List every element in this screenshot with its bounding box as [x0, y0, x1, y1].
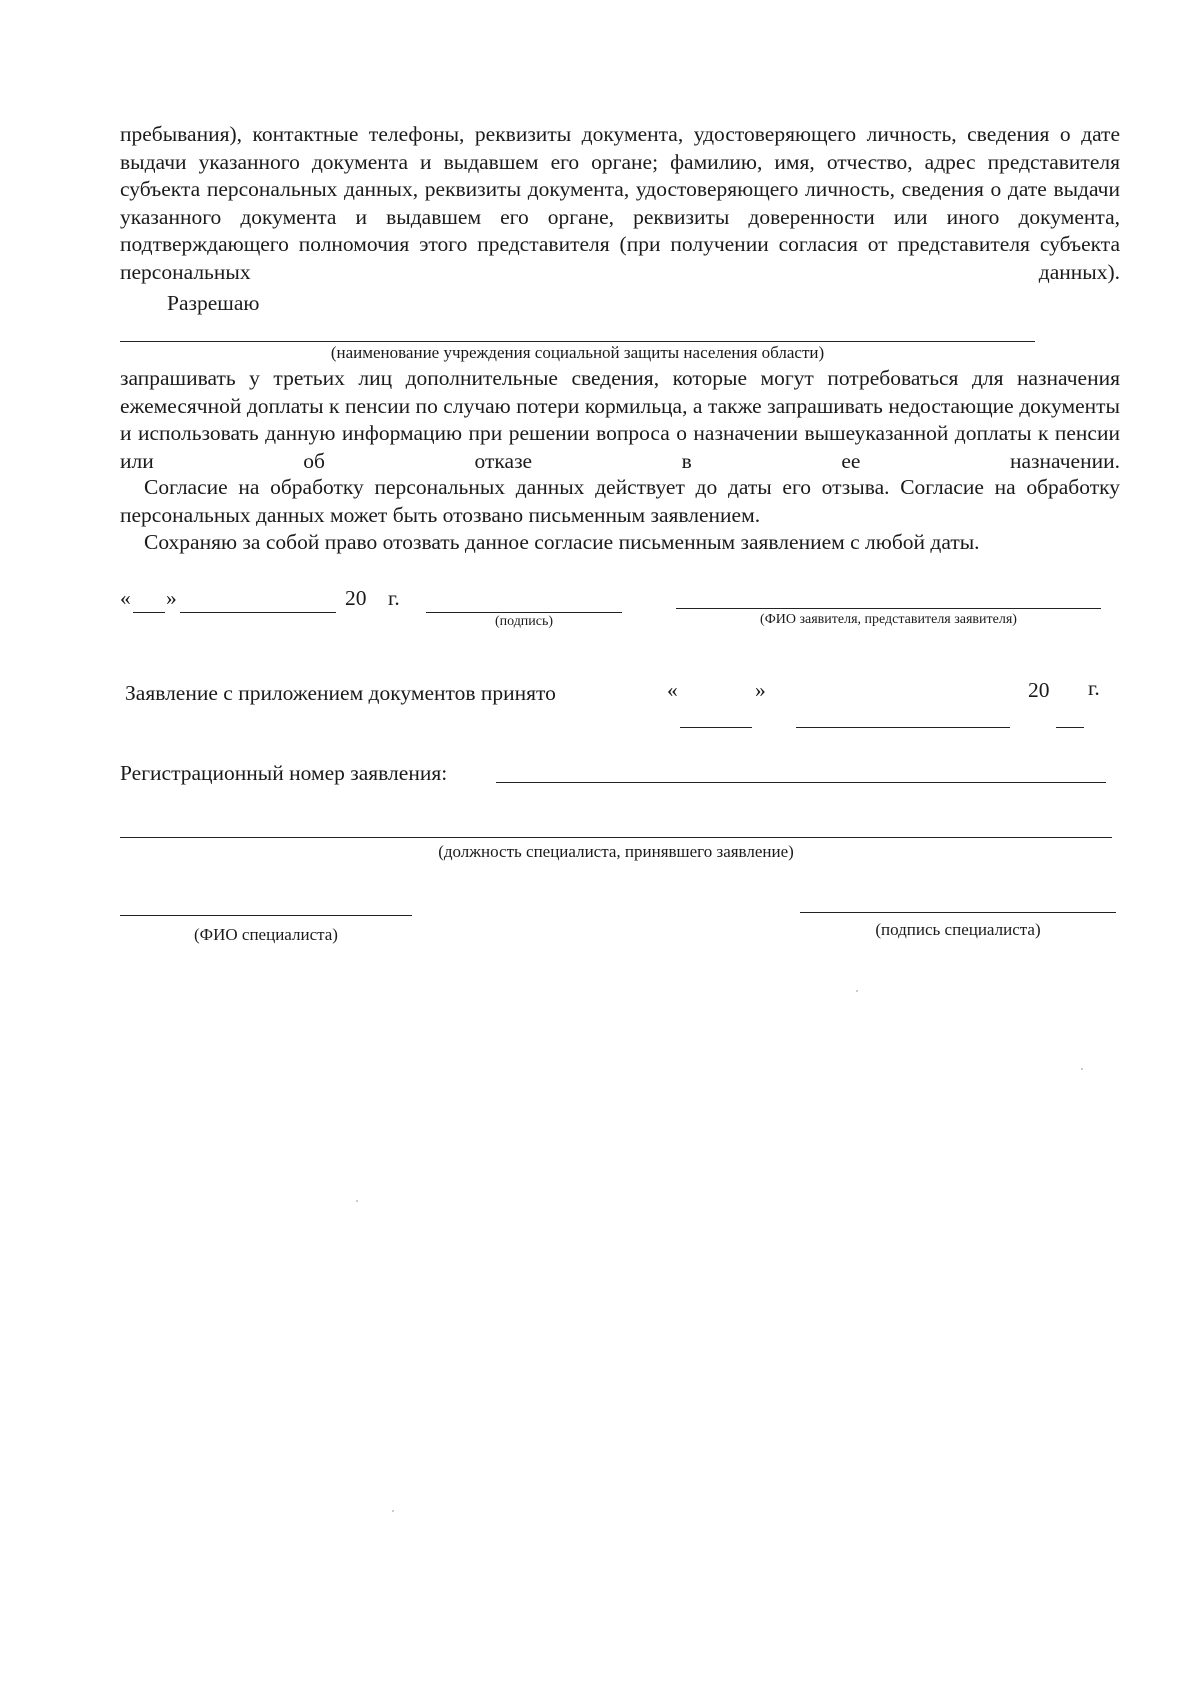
date-quote-close: »	[166, 586, 177, 610]
acceptance-label: Заявление с приложением документов принято	[125, 681, 556, 705]
intro-paragraph: пребывания), контактные телефоны, реквизиты документа, удостоверяющего личность, сведения о дате выдачи указанного документа и выдавшем его органе; фамилию, имя, отчество, адрес представителя субъекта персональных данных, реквизиты документа, удостоверяющего личность, сведения о дате выдачи указанного документа и выдавшем его органе, реквизиты доверенности или иного документа, подтверждающего полномочия этого представителя (при получении согласия от представителя субъекта персональных данных).	[120, 122, 1120, 284]
institution-caption: (наименование учреждения социальной защиты населения области)	[330, 343, 825, 362]
date-day-line	[133, 612, 165, 613]
scan-speck	[856, 990, 858, 992]
date-quote-open: «	[120, 586, 131, 610]
specialist-position-caption: (должность специалиста, принявшего заявление)	[438, 842, 794, 861]
date-year-suffix: г.	[388, 586, 400, 610]
consent-paragraph: Согласие на обработку персональных данных действует до даты его отзыва. Согласие на обработку персональных данных может быть отозвано письменным заявлением.	[120, 475, 1120, 527]
signature-caption: (подпись)	[494, 614, 554, 629]
applicant-caption: (ФИО заявителя, представителя заявителя)	[760, 612, 1017, 627]
specialist-signature-line	[800, 912, 1116, 913]
request-paragraph: запрашивать у третьих лиц дополнительные сведения, которые могут потребоваться для назначения ежемесячной доплаты к пенсии по случаю потери кормильца, а также запрашивать недостающие документы и использовать данную информацию при решении вопроса о назначении вышеуказанной доплаты к пенсии или об отказе в ее назначении.	[120, 366, 1120, 473]
acceptance-month-line	[796, 727, 1010, 728]
specialist-signature-caption: (подпись специалиста)	[875, 920, 1041, 939]
date-year-prefix: 20	[345, 586, 367, 610]
applicant-name-line	[676, 608, 1101, 609]
specialist-name-line	[120, 915, 412, 916]
acceptance-quote-close: »	[755, 678, 766, 702]
registration-label: Регистрационный номер заявления:	[120, 761, 448, 785]
acceptance-year-line	[1056, 727, 1084, 728]
scan-speck	[1081, 1068, 1083, 1070]
acceptance-day-line	[680, 727, 752, 728]
acceptance-year-prefix: 20	[1028, 678, 1050, 702]
scan-speck	[392, 1510, 394, 1512]
acceptance-year-suffix: г.	[1088, 676, 1100, 700]
allow-word: Разрешаю	[167, 291, 260, 315]
registration-number-line	[496, 782, 1106, 783]
signature-line	[426, 612, 622, 613]
acceptance-quote-open: «	[667, 678, 678, 702]
date-month-line	[180, 612, 336, 613]
specialist-name-caption: (ФИО специалиста)	[194, 925, 338, 944]
specialist-position-line	[120, 837, 1112, 838]
scan-speck	[356, 1200, 358, 1202]
institution-line	[120, 341, 1035, 342]
reserve-paragraph: Сохраняю за собой право отозвать данное согласие письменным заявлением с любой даты.	[144, 530, 980, 554]
